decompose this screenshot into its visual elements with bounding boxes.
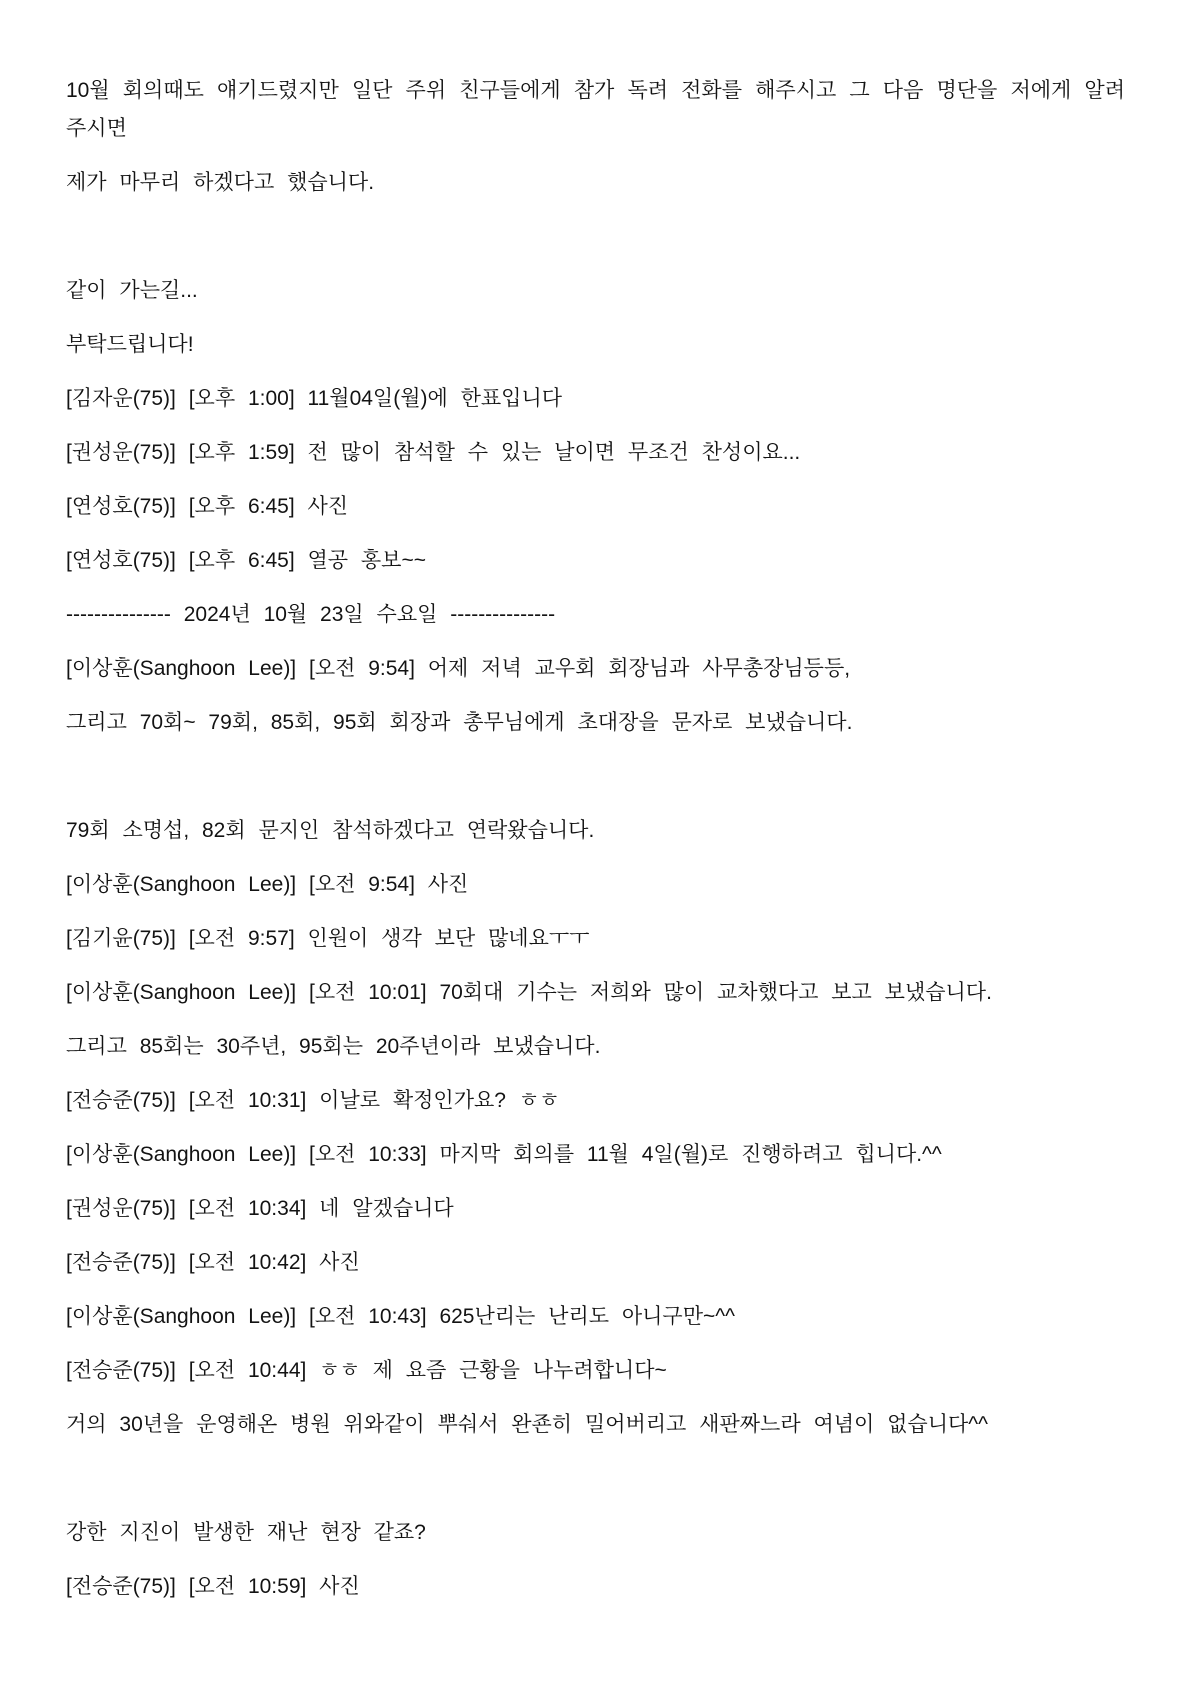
chat-log-line: [전승준(75)] [오전 10:31] 이날로 확정인가요? ㅎㅎ [66, 1089, 560, 1112]
chat-log-line: 제가 마무리 하겠다고 했습니다. [66, 171, 375, 194]
date-divider-line: --------------- 2024년 10월 23일 수요일 --------------- [66, 603, 556, 626]
chat-log-line: 10월 회의때도 얘기드렸지만 일단 주위 친구들에게 참가 독려 전화를 해주시고 그 다음 명단을 저에게 알려주시면 [66, 79, 1125, 140]
chat-log-line: 강한 지진이 발생한 재난 현장 같죠? [66, 1521, 426, 1544]
chat-log-line: 그리고 85회는 30주년, 95회는 20주년이라 보냈습니다. [66, 1035, 601, 1058]
chat-log-line: [김자운(75)] [오후 1:00] 11월04일(월)에 한표입니다 [66, 387, 563, 410]
blank-line [66, 218, 1125, 256]
chat-log-line: 그리고 70회~ 79회, 85회, 95회 회장과 총무님에게 초대장을 문자로 보냈습니다. [66, 711, 853, 734]
chat-log-line: [권성운(75)] [오후 1:59] 전 많이 참석할 수 있는 날이면 무조건 찬성이요... [66, 441, 801, 464]
chat-log-line: [이상훈(Sanghoon Lee)] [오전 10:33] 마지막 회의를 11월 4일(월)로 진행하려고 힙니다.^^ [66, 1143, 942, 1166]
chat-log-line: [김기윤(75)] [오전 9:57] 인원이 생각 보단 많네요ㅜㅜ [66, 927, 590, 950]
chat-log-line: [전승준(75)] [오전 10:59] 사진 [66, 1575, 360, 1598]
chat-log-line: [권성운(75)] [오전 10:34] 네 알겠습니다 [66, 1197, 454, 1220]
blank-line [66, 1460, 1125, 1498]
chat-log-line: [이상훈(Sanghoon Lee)] [오전 10:43] 625난리는 난리도 아니구만~^^ [66, 1305, 735, 1328]
blank-line [66, 758, 1125, 796]
chat-log-line: [연성호(75)] [오후 6:45] 열공 홍보~~ [66, 549, 426, 572]
chat-log-line: [이상훈(Sanghoon Lee)] [오전 9:54] 사진 [66, 873, 469, 896]
chat-log-line: [전승준(75)] [오전 10:44] ㅎㅎ 제 요즘 근황을 나누려합니다~ [66, 1359, 667, 1382]
chat-log-text [66, 72, 1125, 1622]
chat-log-line: 부탁드립니다! [66, 333, 194, 356]
chat-log-line: [연성호(75)] [오후 6:45] 사진 [66, 495, 349, 518]
chat-log-line: 79회 소명섭, 82회 문지인 참석하겠다고 연락왔습니다. [66, 819, 595, 842]
chat-log-line: 같이 가는길... [66, 279, 198, 302]
chat-log-line: [이상훈(Sanghoon Lee)] [오전 10:01] 70회대 기수는 저희와 많이 교차했다고 보고 보냈습니다. [66, 981, 992, 1004]
chat-log-line: 거의 30년을 운영해온 병원 위와같이 뿌숴서 완죤히 밀어버리고 새판짜느라 여념이 없습니다^^ [66, 1413, 988, 1436]
chat-log-line: [전승준(75)] [오전 10:42] 사진 [66, 1251, 360, 1274]
chat-log-line: [이상훈(Sanghoon Lee)] [오전 9:54] 어제 저녁 교우회 회장님과 사무총장님등등, [66, 657, 851, 680]
